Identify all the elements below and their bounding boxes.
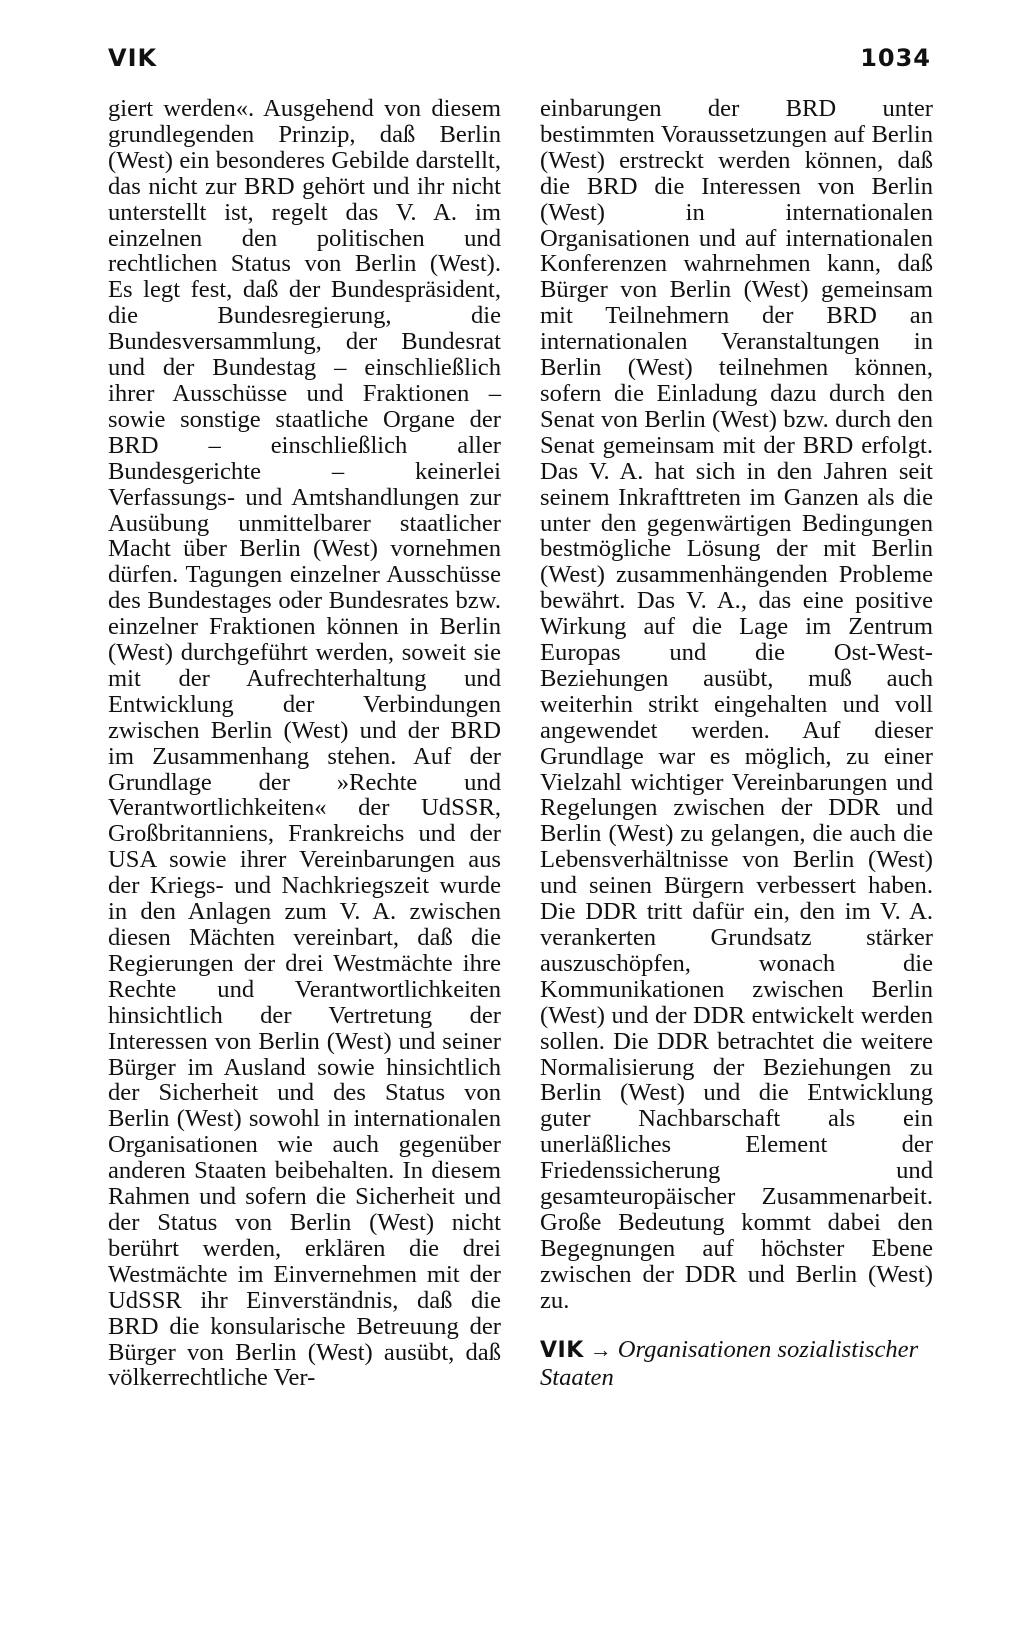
left-column-text: giert werden«. Ausgehend von diesem grundlegenden Prinzip, daß Berlin (West) ein besonderes Gebilde darstellt, das nicht zur BRD gehört und ihr nicht unterstellt ist, regelt das V. A. im einzelnen den politischen und rechtlichen Status von Berlin (West). Es legt fest, daß der Bundespräsident, die Bundesregierung, die Bundesversammlung, der Bundesrat und der Bundestag – einschließlich ihrer Ausschüsse und Fraktionen – sowie sonstige staatliche Organe der BRD – einschließlich aller Bundesgerichte – keinerlei Verfassungs- und Amtshandlungen zur Ausübung unmittelbarer staatlicher Macht über Berlin (West) vornehmen dürfen. Tagungen einzelner Ausschüsse des Bundestages oder Bundesrates bzw. einzelner Fraktionen können in Berlin (West) durchgeführt werden, soweit sie mit der Aufrechterhaltung und Entwicklung der Verbindungen zwischen Berlin (West) und der BRD im Zusammenhang stehen. Auf der Grundlage der »Rechte und Verantwortlichkeiten« der UdSSR, Großbritanniens, Frankreichs und der USA sowie ihrer Vereinbarungen aus der Kriegs- und Nachkriegszeit wurde in den Anlagen zum V. A. zwischen diesen Mächten vereinbart, daß die Regierungen der drei Westmächte ihre Rechte und Verantwortlichkeiten hinsichtlich der Vertretung der Interessen von Berlin (West) und seiner Bürger im Ausland sowie hinsichtlich der Sicherheit und des Status von Berlin (West) sowohl in internationalen Organisationen wie auch gegenüber anderen Staaten beibehalten. In diesem Rahmen und sofern die Sicherheit und der Status von Berlin (West) nicht berührt werden, erklären die drei Westmächte im Einvernehmen mit der UdSSR ihr Einverständnis, daß die BRD die konsularische Betreuung der Bürger von Berlin (West) ausübt, daß völkerrechtliche Ver-	[108, 95, 501, 1392]
cross-reference-link[interactable]: Organisationen sozialistischer Staaten	[540, 1335, 919, 1391]
entry-term: VIK	[540, 1337, 584, 1363]
running-head-keyword: VIK	[108, 44, 158, 72]
dictionary-entry	[540, 1336, 933, 1391]
page-number: 1034	[860, 44, 931, 72]
right-column	[540, 96, 933, 1391]
right-column-text: einbarungen der BRD unter bestimmten Voraussetzungen auf Berlin (West) erstreckt werden können, daß die BRD die Interessen von Berlin (West) in internationalen Organisationen und auf internationalen Konferenzen wahrnehmen kann, daß Bürger von Berlin (West) gemeinsam mit Teilnehmern der BRD an internationalen Veranstaltungen in Berlin (West) teilnehmen können, sofern die Einladung dazu durch den Senat von Berlin (West) bzw. durch den Senat gemeinsam mit der BRD erfolgt. Das V. A. hat sich in den Jahren seit seinem Inkrafttreten im Ganzen als die unter den gegenwärtigen Bedingungen bestmögliche Lösung der mit Berlin (West) zusammenhängenden Probleme bewährt. Das V. A., das eine positive Wirkung auf die Lage im Zentrum Europas und die Ost-West-Beziehungen ausübt, muß auch weiterhin strikt eingehalten und voll angewendet werden. Auf dieser Grundlage war es möglich, zu einer Vielzahl wichtiger Vereinbarungen und Regelungen zwischen der DDR und Berlin (West) zu gelangen, die auch die Lebensverhältnisse von Berlin (West) und seinen Bürgern verbessert haben. Die DDR tritt dafür ein, den im V. A. verankerten Grundsatz stärker auszuschöpfen, wonach die Kommunikationen zwischen Berlin (West) und der DDR entwickelt werden sollen. Die DDR betrachtet die weitere Normalisierung der Beziehungen zu Berlin (West) und die Entwicklung guter Nachbarschaft als ein unerläßliches Element der Friedenssicherung und gesamteuropäischer Zusammenarbeit. Große Bedeutung kommt dabei den Begegnungen auf höchster Ebene zwischen der DDR und Berlin (West) zu.	[540, 95, 933, 1314]
cross-reference-arrow-icon: →	[589, 1336, 612, 1362]
left-column	[108, 96, 501, 1391]
